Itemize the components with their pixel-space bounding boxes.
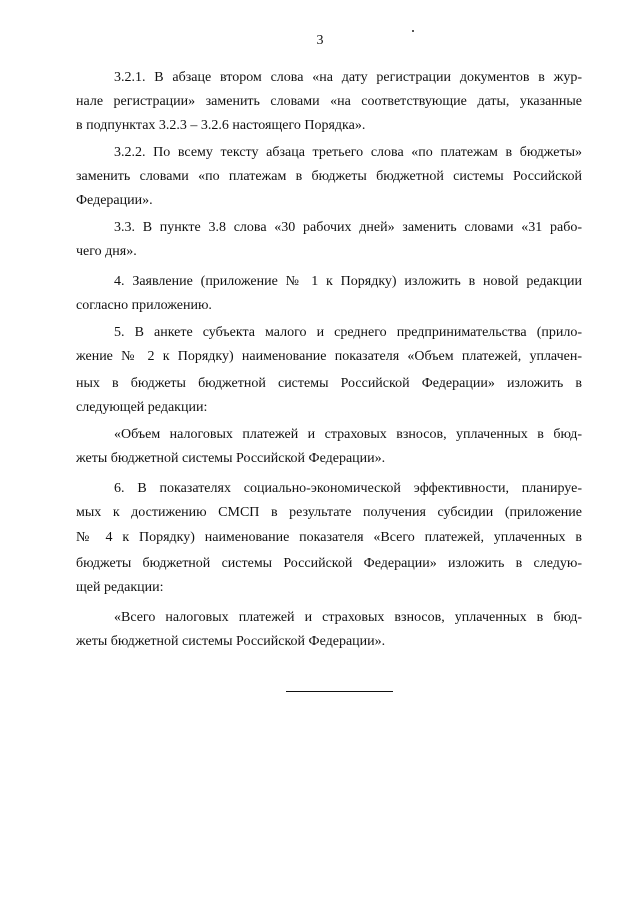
scan-speck [412, 30, 414, 32]
text-line: 6. В показателях социально-экономической эффективности, планируе- [114, 481, 582, 496]
text-line: в подпунктах 3.2.3 – 3.2.6 настоящего Порядка». [76, 118, 366, 133]
text-line: 3.2.2. По всему тексту абзаца третьего слова «по платежам в бюджеты» [114, 145, 582, 160]
text-line: жеты бюджетной системы Российской Федерации». [76, 451, 386, 466]
text-line: чего дня». [76, 244, 137, 259]
text-line: нале регистрации» заменить словами «на соответствующие даты, указанные [76, 94, 582, 109]
text-line: жеты бюджетной системы Российской Федерации». [76, 634, 386, 649]
text-line: «Объем налоговых платежей и страховых взносов, уплаченных в бюд- [114, 427, 582, 442]
text-line: «Всего налоговых платежей и страховых взносов, уплаченных в бюд- [114, 610, 582, 625]
page-number: 3 [316, 33, 324, 48]
text-line: 4. Заявление (приложение № 1 к Порядку) изложить в новой редакции [114, 274, 582, 289]
text-line: мых к достижению СМСП в результате получения субсидии (приложение [76, 505, 582, 520]
text-line: 3.2.1. В абзаце втором слова «на дату регистрации документов в жур- [114, 70, 582, 85]
text-line: следующей редакции: [76, 400, 208, 415]
text-line: согласно приложению. [76, 298, 212, 313]
text-line: Федерации». [76, 193, 153, 208]
text-line: щей редакции: [76, 580, 164, 595]
text-line: 3.3. В пункте 3.8 слова «30 рабочих дней» заменить словами «31 рабо- [114, 220, 582, 235]
text-line: 5. В анкете субъекта малого и среднего предпринимательства (прило- [114, 325, 582, 340]
text-line: жение № 2 к Порядку) наименование показателя «Объем платежей, уплачен- [76, 349, 582, 364]
text-line: заменить словами «по платежам в бюджеты бюджетной системы Российской [76, 169, 582, 184]
text-line: бюджеты бюджетной системы Российской Федерации» изложить в следую- [76, 556, 582, 571]
end-separator-line [286, 691, 393, 692]
text-line: № 4 к Порядку) наименование показателя «Всего платежей, уплаченных в [76, 530, 582, 545]
text-line: ных в бюджеты бюджетной системы Российской Федерации» изложить в [76, 376, 582, 391]
